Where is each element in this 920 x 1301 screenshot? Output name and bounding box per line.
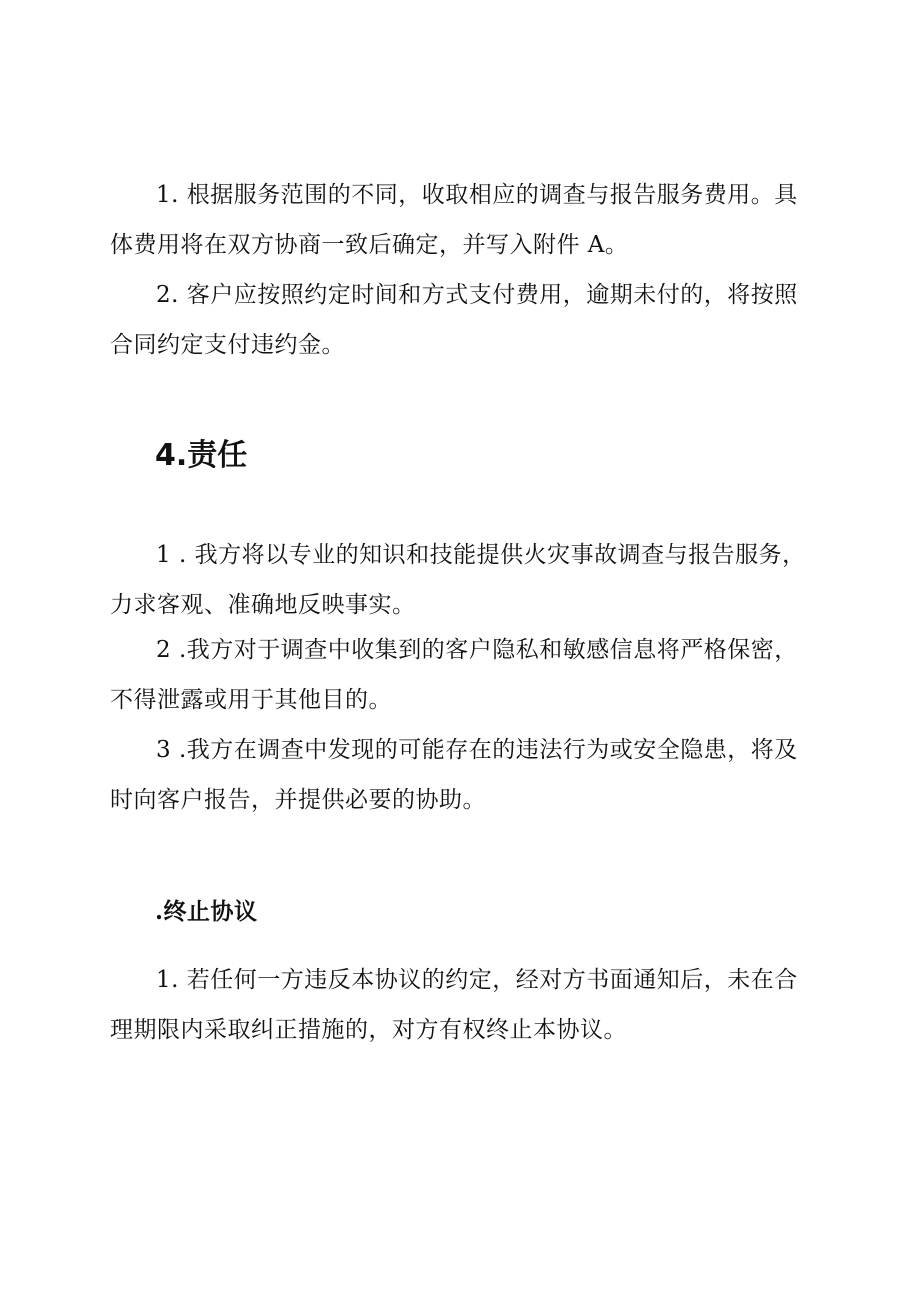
termination-item-1: 1. 若任何一方违反本协议的约定，经对方书面通知后，未在合理期限内采取纠正措施的，对方有权终止本协议。 [110, 967, 798, 1043]
responsibility-item-3: 3 .我方在调查中发现的可能存在的违法行为或安全隐患，将及时向客户报告，并提供必要的协助。 [110, 737, 798, 813]
section-heading-termination [155, 892, 258, 932]
fees-item-2: 2. 客户应按照约定时间和方式支付费用，逾期未付的，将按照合同约定支付违约金。 [110, 282, 798, 358]
heading-dot: . [155, 898, 164, 925]
responsibility-item-2: 2 .我方对于调查中收集到的客户隐私和敏感信息将严格保密，不得泄露或用于其他目的。 [110, 637, 798, 713]
fees-item-1: 1. 根据服务范围的不同，收取相应的调查与报告服务费用。具体费用将在双方协商一致后确定，并写入附件 A。 [110, 182, 798, 258]
section-heading-responsibility: 4.责任 [155, 438, 248, 473]
responsibility-item-1: 1 . 我方将以专业的知识和技能提供火灾事故调查与报告服务，力求客观、准确地反映事实。 [110, 542, 806, 618]
heading-text: 终止协议 [163, 898, 258, 925]
